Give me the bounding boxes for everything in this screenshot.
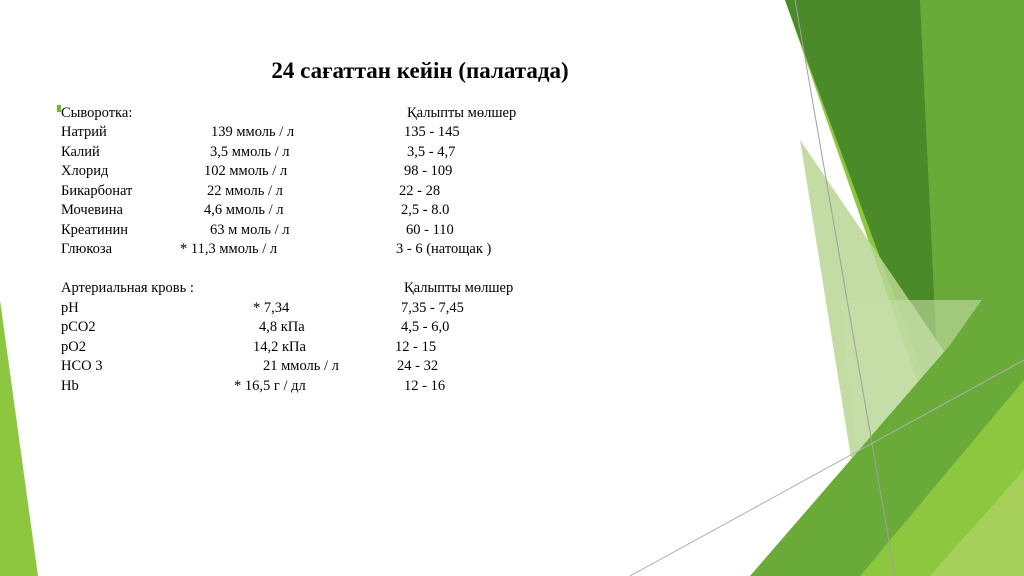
blood-row-value: 4,8 кПа (259, 319, 305, 335)
serum-row-norm: 3 - 6 (натощак ) (396, 241, 492, 257)
blood-row-name: Hb (61, 378, 79, 394)
blood-row-name: pO2 (61, 339, 86, 355)
serum-header: Сыворотка: (61, 105, 133, 121)
blood-row-norm: 12 - 15 (395, 339, 437, 355)
serum-row-norm: 3,5 - 4,7 (407, 144, 456, 160)
serum-row-norm: 135 - 145 (404, 124, 460, 140)
blood-row-name: pCO2 (61, 319, 96, 335)
slide-title: 24 сағаттан кейін (палатада) (271, 58, 569, 83)
serum-row-norm: 98 - 109 (404, 163, 453, 179)
serum-row-name: Креатинин (61, 222, 128, 238)
serum-row-name: Натрий (61, 124, 107, 140)
serum-row-name: Мочевина (61, 202, 123, 218)
serum-row-name: Глюкоза (61, 241, 113, 257)
serum-row-name: Калий (61, 144, 100, 160)
serum-row-norm: 60 - 110 (406, 222, 454, 238)
serum-row-value: * 11,3 ммоль / л (180, 241, 278, 257)
blood-row-name: HCO 3 (61, 358, 103, 374)
blood-row-norm: 24 - 32 (397, 358, 439, 374)
serum-row-name: Бикарбонат (61, 183, 133, 199)
blood-row-value: * 16,5 г / дл (234, 378, 306, 394)
serum-row-name: Хлорид (61, 163, 109, 179)
blood-row-value: * 7,34 (253, 300, 290, 316)
serum-row-value: 22 ммоль / л (207, 183, 283, 199)
serum-norm-header: Қалыпты мөлшер (407, 105, 517, 121)
blood-row-name: pH (61, 300, 79, 316)
serum-row-norm: 22 - 28 (399, 183, 441, 199)
blood-row-norm: 7,35 - 7,45 (401, 300, 464, 316)
blood-header: Артериальная кровь : (61, 280, 194, 296)
blood-row-norm: 4,5 - 6,0 (401, 319, 450, 335)
serum-row-norm: 2,5 - 8.0 (401, 202, 450, 218)
serum-row-value: 102 ммоль / л (204, 163, 288, 179)
blood-norm-header: Қалыпты мөлшер (404, 280, 514, 296)
serum-row-value: 63 м моль / л (210, 222, 290, 238)
blood-row-value: 14,2 кПа (253, 339, 306, 355)
blood-row-norm: 12 - 16 (404, 378, 446, 394)
serum-row-value: 139 ммоль / л (211, 124, 295, 140)
serum-row-value: 4,6 ммоль / л (204, 202, 284, 218)
blood-row-value: 21 ммоль / л (263, 358, 339, 374)
serum-row-value: 3,5 ммоль / л (210, 144, 290, 160)
